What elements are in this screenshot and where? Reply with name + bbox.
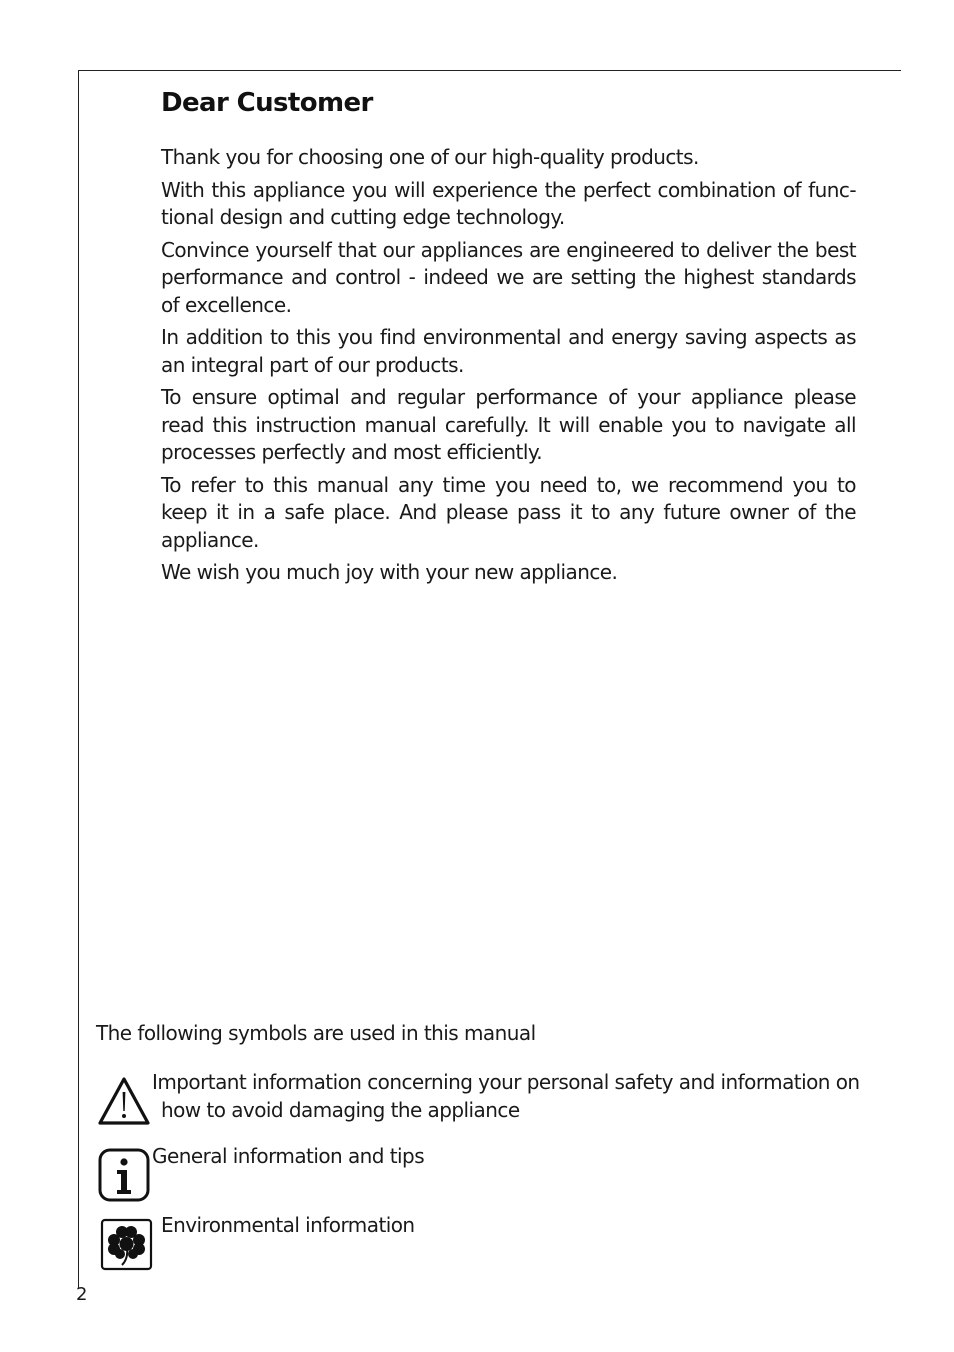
warning-line-2: how to avoid damaging the appliance bbox=[161, 1098, 520, 1122]
top-rule bbox=[78, 70, 901, 71]
paragraph: Thank you for choosing one of our high-quality products. bbox=[161, 145, 699, 169]
symbols-intro: The following symbols are used in this manual bbox=[96, 1021, 536, 1045]
info-icon bbox=[97, 1147, 151, 1203]
letter-body bbox=[161, 144, 856, 592]
clover-leaf-icon bbox=[100, 1218, 154, 1272]
warning-symbol-description bbox=[152, 1068, 860, 1124]
paragraph: To refer to this manual any time you need to, we recommend you to keep it in a safe place. And please pass it to any future owner of the appliance. bbox=[161, 472, 856, 552]
page-number: 2 bbox=[76, 1284, 88, 1305]
environment-symbol-description: Environmental information bbox=[161, 1213, 415, 1237]
paragraph: In addition to this you find environmental and energy saving aspects as an integral part of our products. bbox=[161, 325, 856, 377]
paragraph: To ensure optimal and regular performance of your appliance please read this instruction manual carefully. It will enable you to navigate all processes perfectly and most efficiently. bbox=[161, 385, 856, 464]
page-heading: Dear Customer bbox=[161, 88, 373, 118]
paragraph: Convince yourself that our appliances are engineered to deliver the best performance and control - indeed we are setting the highest standards of excellence. bbox=[161, 237, 856, 317]
paragraph: We wish you much joy with your new appliance. bbox=[161, 560, 618, 584]
info-symbol-description: General information and tips bbox=[152, 1144, 425, 1168]
warning-line-1: Important information concerning your personal safety and information on bbox=[152, 1070, 860, 1094]
left-rule bbox=[78, 70, 79, 1288]
warning-triangle-icon bbox=[97, 1075, 151, 1127]
paragraph: With this appliance you will experience the perfect combination of func-tional design and cutting edge technology. bbox=[161, 177, 856, 229]
